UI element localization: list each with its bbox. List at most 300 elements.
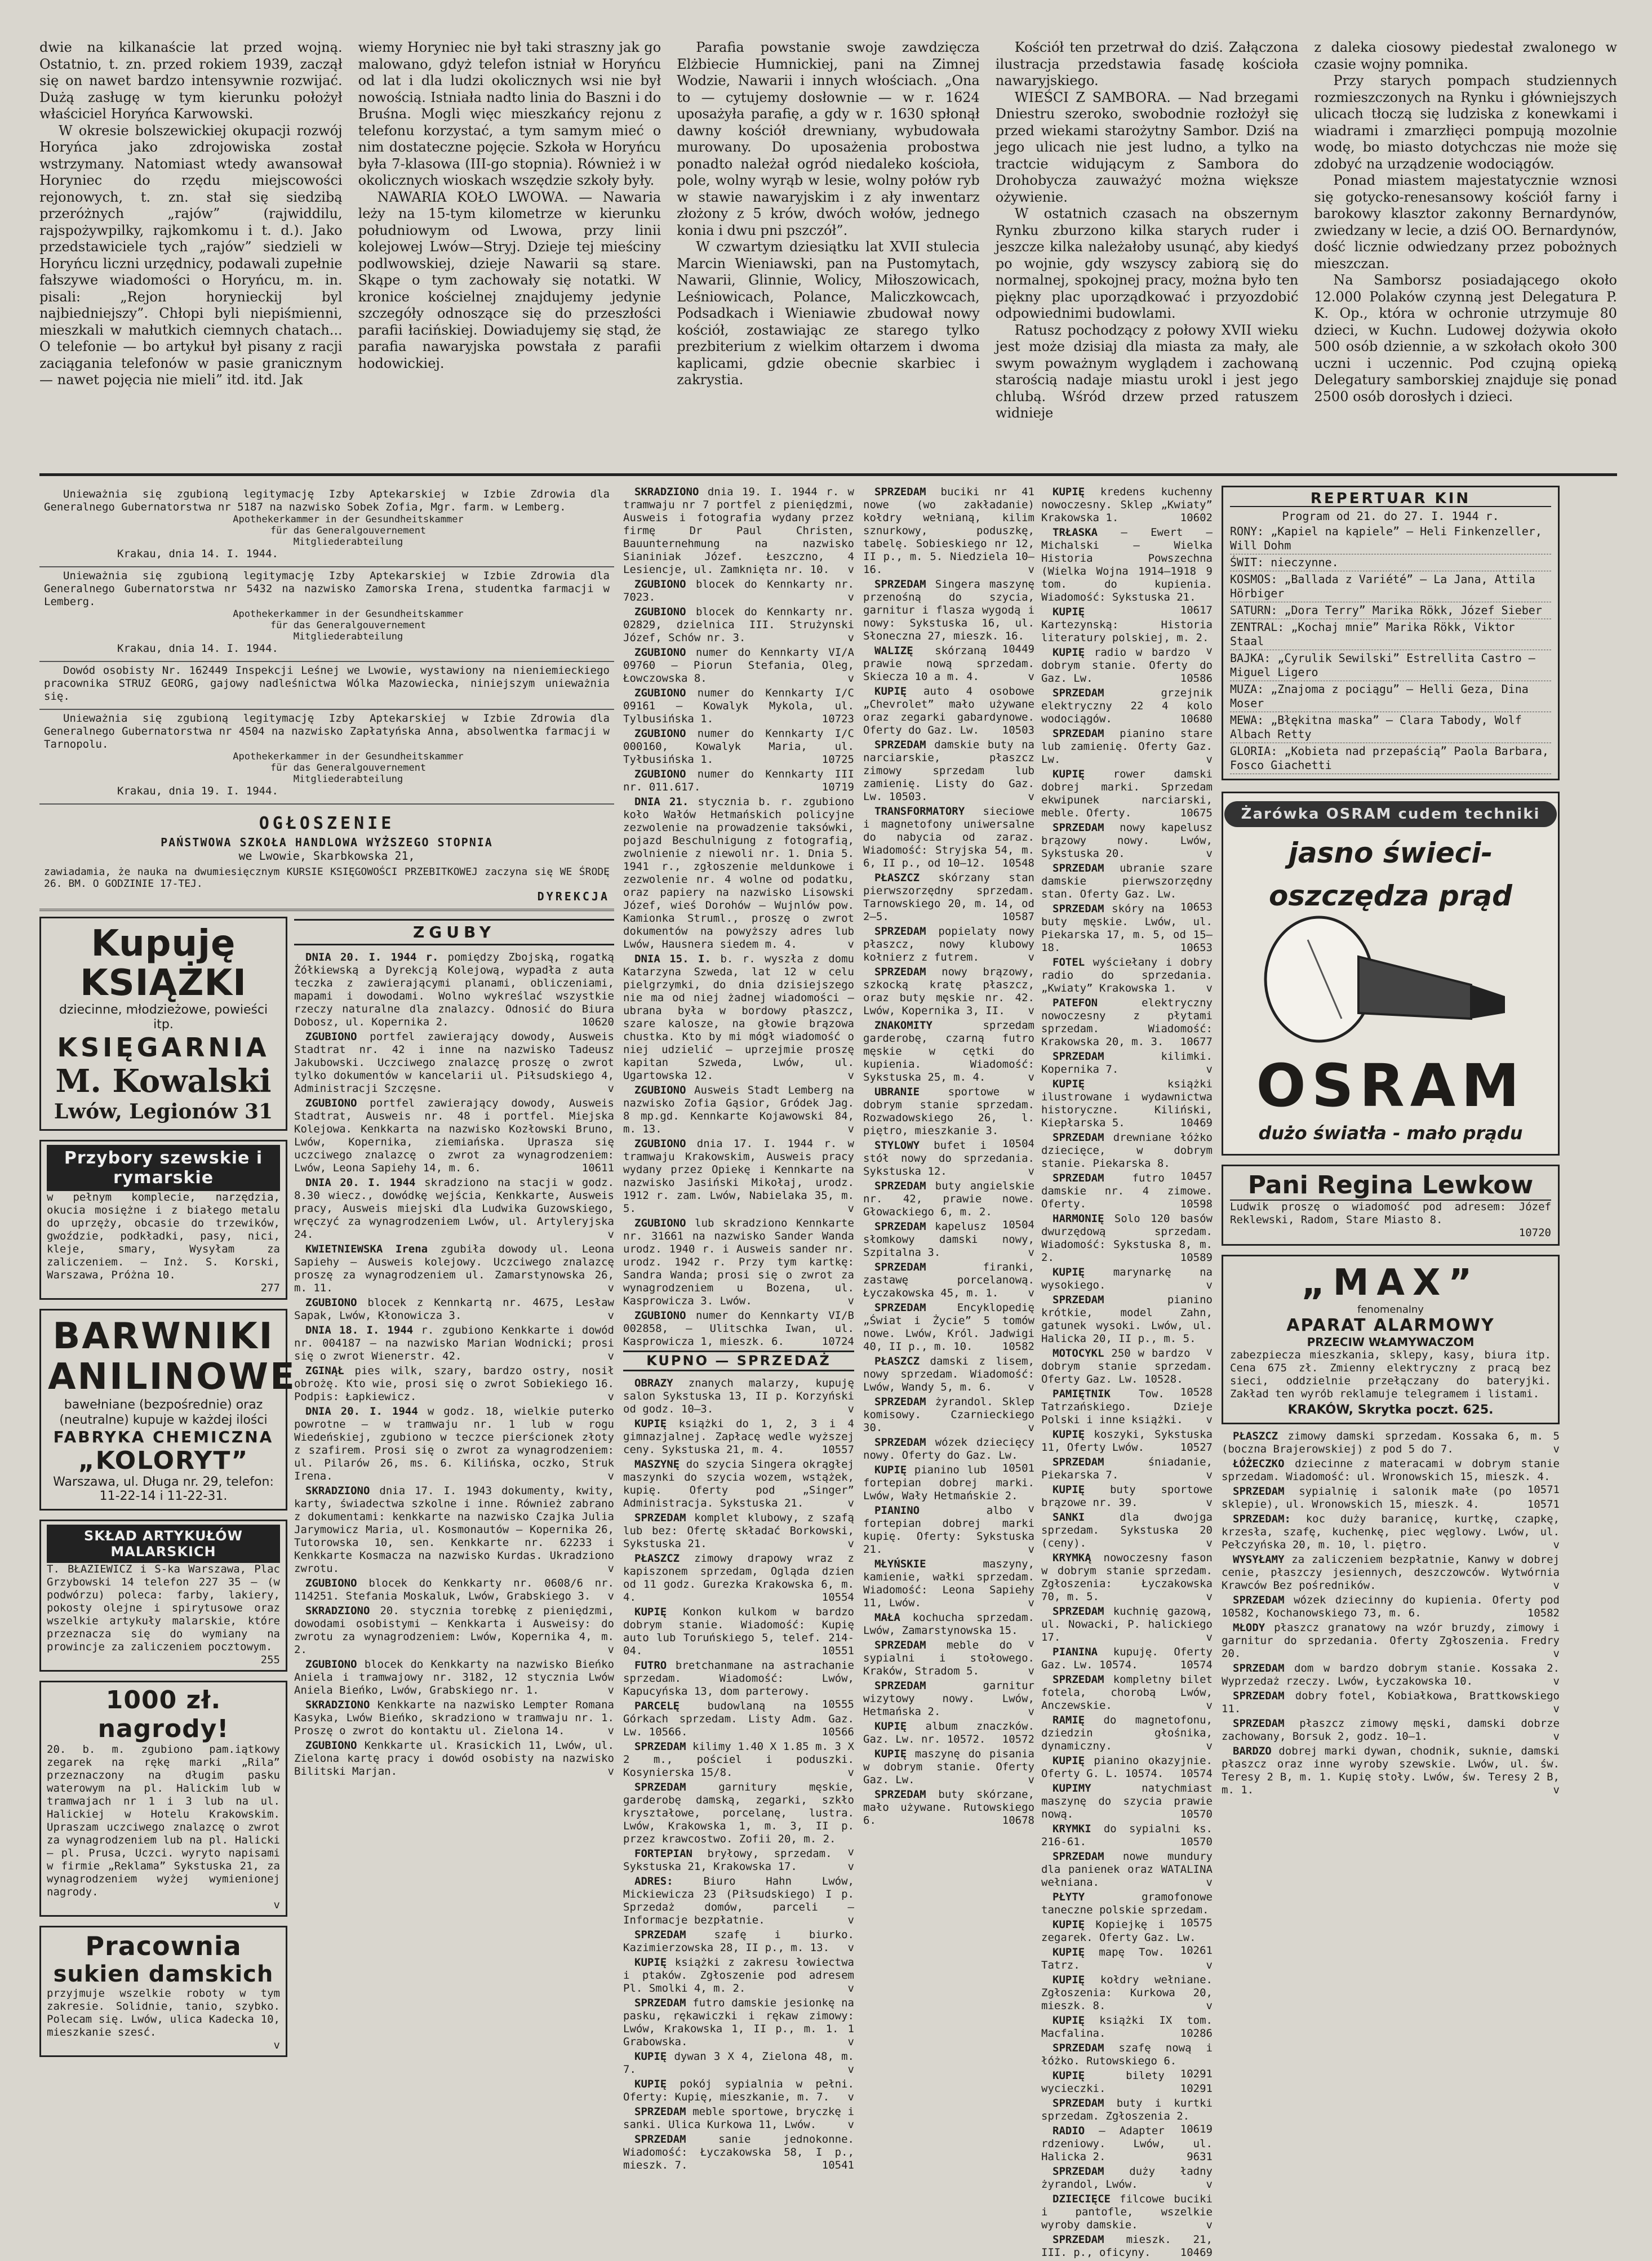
announcement-title: OGŁOSZENIE [259,814,395,833]
ad-text: kredens kuchenny nowoczesny. Sklep „Kwiaty” Krakowska 1. [1041,486,1213,524]
ad-reference-number: v [847,1860,854,1873]
dressmaker-ad-text: przyjmuje wszelkie roboty w tym zakresie. Solidnie, tanio, szybko. Polecam się. Lwów, ulica Kadecka 10, mieszkanie szesć. [47,1987,280,2038]
buy-sell-item [1041,1456,1213,1482]
ad-lead-word: SPRZEDAM [1053,1172,1104,1184]
ad-text: auto 4 osobowe „Chevrolet” mało używane oraz zegarki gabardynowe. Oferty do Gaz. Lw. [863,685,1034,736]
ad-reference-number: 10575 [1180,1917,1213,1929]
ad-text: sportowe w dobrym stanie sprzedam. Rozwadowskiego 26, l. piętro, mieszkanie 3. [863,1086,1034,1137]
ad-reference-number: v [847,1766,854,1779]
ad-text: meble sportowe, bryczkę i sanki. Ulica Kurkowa 11, Lwów. [623,2105,854,2131]
notice-body: Unieważnia się zgubioną legitymację Izby Aptekarskiej w Izbie Zdrowia dla Generalnego Gubernatorstwa nr 5187 na nazwisko Sobek Zofia, Mgr. farm. w Lemberg. [44,488,610,513]
ad-lead-word: ZGUBIONO [634,687,686,699]
ad-lead-word: SPRZEDAM [874,1639,926,1651]
lost-item [294,1030,614,1095]
notices-list [39,486,614,805]
ad-reference-number: v [847,672,854,685]
ad-lead-word: SANKI [1053,1511,1085,1523]
ad-lead-word: ADRES: [634,1875,673,1887]
paint-shop-ad [39,1520,287,1672]
bookshop-ad-subtitle: dziecinne, młodzieżowe, powieści itp. [59,1003,268,1032]
ad-reference-number: 10653 [1180,901,1213,913]
ad-lead-word: SPRZEDAM [874,925,926,938]
ad-text: kochucha sprzedam. Lwów, Zamarstynowska 15. [863,1611,1034,1637]
ad-reference-number: v [607,1765,614,1778]
buy-sell-item [1041,1212,1213,1264]
article-column-4 [996,39,1299,468]
buy-sell-item [623,2050,854,2076]
ad-lead-word: SPRZEDAM [874,1788,926,1801]
buy-sell-item [1041,997,1213,1049]
ad-text: elektryczny nowoczesny z płytami sprzedam. Wiadomość: Krakowska 20, m. 3. [1041,997,1213,1048]
ad-lead-word: SPRZEDAM [1233,1662,1285,1674]
buy-sell-item [1041,956,1213,995]
ad-lead-word: KUPIĘ [1053,1483,1085,1496]
ad-reference-number: v [847,1403,854,1415]
ad-text: — Adapter rdzeniowy. Lwów, ul. Halicka 2. [1041,2125,1213,2163]
cinema-title: REPERTUAR KIN [1230,492,1551,507]
lost-item [623,796,854,951]
ad-text: futro damskie jesionkę na pasku, rękawiczki i rękaw zimowy: Lwów, Krakowska 1, II p., m. 1. 1 Grabowska. [623,1997,854,2048]
ad-reference-number: 9631 [1187,2151,1213,2163]
ad-reference-number: v [607,1228,614,1241]
ad-lead-word: KUPIĘ [874,1720,907,1733]
ad-lead-word: SPRZEDAM [634,2105,686,2118]
ad-lead-word: SPRZEDAM [1053,727,1104,740]
ad-lead-word: MOTOCYKL [1053,1347,1104,1360]
ad-reference-number: 10719 [821,781,854,793]
notice-body: Unieważnia się zgubioną legitymację Izby Aptekarskiej w Izbie Zdrowia dla Generalnego Gubernatorstwa nr 5432 na nazwisko Zamorska Irena, studentka farmacji w Lemberg. [44,570,610,608]
ad-text: meble do sypialni i stołowego. Kraków, Stradom 5. [863,1639,1034,1677]
ad-text: do szycia Singera okrągłej maszynki do szycia wozem, wstążek, kupię. Oferty pod „Singer” Administracja. Sykstuska 21. [623,1458,854,1509]
buy-sell-item [863,1611,1034,1650]
ad-text: mieszk. 21, III. p., oficyny. [1041,2233,1213,2259]
ad-text: do magnetofonu, dziedzin głośnika, dynamiczny. [1041,1714,1213,1752]
ad-lead-word: MŁYŃSKIE [874,1558,926,1570]
buy-sell-item [1222,1430,1560,1456]
ad-lead-word: SKRADZIONO [305,1699,370,1711]
ad-text: kołdry wełniane. Zgłoszenia: Kurkowa 20, mieszk. 8. [1041,1974,1213,2012]
ad-text: buciki nr 41 nowe (wo zakładanie) kołdry wełnianą, kilim sznurkowy, poduszkę, tabelę. Sobieskiego nr 12, II p., m. 5. Niedziela 10—16. [863,486,1034,576]
paint-shop-ad-text: T. BŁAZIEWICZ i S-ka Warszawa, Plac Grzybowski 14 telefon 227 35 — (w podwórzu) poleca: farby, lakiery, pokosty olejne i spirytusowe oraz wszelkie artykuły malarskie, które przeznacza się do wymiany na prowincje za zaliczeniem pocztowym. [47,1563,280,1653]
lost-items-list-2 [623,486,854,1348]
dressmaker-ad-ref: v [273,2039,280,2051]
ad-text: numer do Kennkarty VI/A 09760 — Piorun Stefania, Oleg, Łowczowska 8. [623,646,854,685]
buy-sell-item [863,1720,1034,1746]
ad-lead-word: SPRZEDAM [874,1261,926,1273]
buy-sell-item [863,1355,1034,1394]
buy-sell-item [863,685,1034,737]
ad-text: dobrej marki dywan, chodnik, suknie, damski płaszcz oraz inne wyroby szewskie. Lwów, ul. św. Teresy 2 B, m. 1. Kupię stoły. Lwów, św. Teresy 2 B, m. 1. [1222,1745,1560,1796]
ad-text: b. r. wyszła z domu Katarzyna Szweda, lat 12 w celu pielgrzymki, do dnia dzisiejszego nie ma od niej żadnej wiadomości — ubrana była w bordowy płaszcz, szare kalosze, na głowie brązowa chustka. Kto by mi mógł wiadomość o niej udzielić — uprzejmie proszę kapitan Szweda, Lwów, ul. Ugartowska 12. [623,953,854,1082]
ad-lead-word: ZGUBIONO [305,1030,357,1043]
dressmaker-ad-title-1: Pracownia [85,1931,242,1961]
ad-text: nowy brązowy, szkocką kratę płaszcz, oraz buty męskie nr. 42. Lwów, Kopernika 3, II. [863,966,1034,1017]
ad-reference-number: v [1028,1165,1034,1178]
dyes-ad-firm: FABRYKA CHEMICZNA [53,1428,274,1446]
cinema-row: RONY: „Kapiel na kąpiele” — Heli Finkenzeller, Will Dohm [1230,523,1551,554]
ad-text: filcowe buciki i pantofle, wszelkie wyroby damskie. [1041,2193,1213,2231]
osram-ad [1222,792,1560,1156]
ad-text: kapelusz słomkowy damski nowy, Szpitalna 3. [863,1220,1034,1259]
ad-lead-word: KRYMKĄ [1053,1552,1091,1564]
ad-lead-word: SPRZEDAM [874,1301,926,1314]
ad-lead-word: RAMIĘ [1053,1714,1085,1726]
notice-signature: Apothekerkammer in der Gesundheitskammer für das Generalgouvernement Mitgliederabteilung [233,751,464,785]
buy-sell-list-3 [1041,486,1213,2261]
ad-text: nowoczesny fason w dobrym stanie sprzedam. Zgłoszenia: Łyczakowska 70, m. 5. [1041,1552,1213,1603]
ad-text: firanki, zastawę porcelanową. Łyczakowska 45, m. 1. [863,1261,1034,1299]
ad-lead-word: PATEFON [1053,997,1098,1009]
ad-text: skórzany stan pierwszorzędny sprzedam. Tarnowskiego 20, m. 14, od 2—5. [863,872,1034,923]
ad-reference-number: v [847,1982,854,1995]
ads-and-lost-items [39,917,614,2145]
ad-text: stycznia b. r. zgubiono koło Wałów Hetmańskich policyjne zezwolenie na prowadzenie taksówki, pojazd Beschulnigung z fotografią, zwolnienie z niewoli nr. 1. Dnia 5. 1941 r., zgłoszenie meldunkowe i zezwolenie nr. 4 wolne od podatku, oraz papiery na nazwisko Lisowski Józef, wieś Dorohów — Wujnlów pow. Kamionka Struml., proszę o zwrot dokumentów na powyższy adres lub Lwów, Hausnera siedem m. 4. [623,796,854,950]
ad-reference-number: 10504 [1002,1219,1034,1231]
notice-body: Dowód osobisty Nr. 162449 Inspekcji Leśnej we Lwowie, wystawiony na nieniemieckiego pracownika STRUZ GEORG, gajowy nadleśnictwa Wólka Mazowiecka, niniejszym unieważnia się. [44,664,610,703]
ad-lead-word: DNIA 20. I. 1944 [305,1405,418,1418]
ad-text: buty sportowe brązowe nr. 39. [1041,1483,1213,1509]
ad-reference-number: v [847,563,854,576]
ad-lead-word: ZGUBIONO [305,1739,357,1752]
ad-lead-word: SPRZEDAM [874,1680,926,1692]
buy-sell-item [1041,1823,1213,1849]
ad-lead-word: PŁASZCZ [874,872,920,884]
ad-lead-word: DNIA 20. I. 1944 r. [305,951,439,963]
notice-date: Krakau, dnia 14. I. 1944. [117,642,278,655]
buy-sell-item [1222,1745,1560,1797]
buy-sell-item [863,966,1034,1018]
ad-reference-number: v [1028,1246,1034,1259]
ad-reference-number: v [1206,1063,1213,1076]
buy-sell-item [1041,646,1213,685]
buy-sell-item [1222,1594,1560,1620]
ad-text: blocek do Kenkkarty na nazwisko Bieńko Aniela i tramwajowy nr. 3182, 12 stycznia Lwów Aniela Bieńko, Lwów, Grabskiego nr. 1. [294,1658,614,1696]
ad-lead-word: KUPIMY [1053,1782,1091,1794]
ad-text: dnia 17. I. 1944 r. w tramwaju Krakowskim, Ausweis pracy wydany przez Opiekę i Kennkarte na nazwisko Jasiński Mikołaj, urodz. 1912 r. zam. Lwów, Nabielaka 35, m. 5. [623,1138,854,1215]
ad-lead-word: SPRZEDAM [634,2133,686,2145]
ad-lead-word: KUPIĘ [634,2078,667,2090]
buy-sell-item [623,2105,854,2131]
ad-reference-number: 10598 [1180,1198,1213,1210]
ad-text: kilimki. Kopernika 7. [1041,1050,1213,1076]
buy-sell-item [1041,768,1213,820]
lost-item [623,486,854,576]
ad-lead-word: FOTEL [1053,956,1085,969]
ad-reference-number: 10551 [821,1645,854,1657]
ad-reference-number: v [607,1643,614,1656]
buy-sell-item [623,1512,854,1551]
cinema-list [1230,523,1551,774]
ad-text: książki IX tom. Macfalina. [1041,2014,1213,2040]
ad-reference-number: 10291 [1180,2068,1213,2080]
ad-text: mapę Tow. Tatrz. [1041,1946,1165,1971]
lost-item [623,1309,854,1348]
ad-reference-number: v [847,938,854,950]
buy-sell-item [1041,2193,1213,2232]
notice-date: Krakau, dnia 19. I. 1944. [117,785,278,797]
ad-reference-number: 10570 [1180,1808,1213,1820]
dressmaker-ad-title-2: sukien damskich [53,1961,274,1987]
ad-reference-number: 10675 [1180,807,1213,819]
ad-text: futro damskie nr. 4 zimowe. Oferty. [1041,1172,1213,1210]
buy-sell-item [863,1019,1034,1084]
ad-reference-number: v [1553,1703,1560,1715]
ad-text: dla dwojga sprzedam. Sykstuska 20 (ceny). [1041,1511,1213,1549]
ad-lead-word: SPRZEDAM [1233,1717,1285,1730]
ad-lead-word: ZNAKOMITY [874,1019,932,1032]
ad-lead-word: TRŁASKA [1053,526,1098,539]
buy-sell-item [1222,1458,1560,1496]
buy-sell-item [863,1180,1034,1231]
ad-text: bilety wycieczki. [1041,2069,1165,2095]
buy-sell-list-2 [863,486,1034,2261]
article-paragraph: WIEŚCI Z SAMBORA. — Nad brzegami Dniestru szeroko, swobodnie rozłożył się przed wiekami starożytny Sambor. Dziś na jego ulicach nie jest ludno, a tylko na tractcie widującym z Sambora do Drohobycza zauważyć można większe ożywienie. [995,89,1299,205]
ad-reference-number: v [607,1082,614,1095]
ad-lead-word: ZGUBIONO [634,578,686,590]
ad-text: garnitur wizytowy nowy. Lwów, Hetmańska 2. [863,1680,1034,1718]
ad-reference-number: 10571 [1527,1498,1560,1511]
ad-reference-number: v [847,1069,854,1082]
cinema-row: ŚWIT: nieczynne. [1230,554,1551,571]
ad-text: grzejnik elektryczny 22 4 kolo wodociągów. [1041,687,1213,725]
ad-text: bretchanmane na astrachanie sprzedam. Wiadomość: Lwów, Kapucyńska 13, dom parterowy. [623,1659,854,1698]
ad-text: buty skórzane, mało używane. Rutowskiego 6. [863,1788,1034,1827]
ad-text: Solo 120 basów dwurzędową sprzedam. Wiadomość: Sykstuska 8, m. 2. [1041,1212,1213,1264]
ad-text: dnia 17. I. 1943 dokumenty, kwity, karty, świadectwa szkolne i inne. Również zabrano z dokumentami: kenkkarte na nazwisko Czajka Julia Jarymowicz Maria, ul. Kosmonautów — Kopernika 26, Tutorowska 10, sen. Kenkkarte nr. 62233 i Kenkkarte Kosmacza na nazwisko Kurdas. Ukradziono zwrotu. [294,1485,614,1575]
ad-lead-word: DZIECIĘCE [1053,2193,1111,2205]
ad-text: blocek do Kenkkarty nr. 0608/6 nr. 114251. Stefania Moskaluk, Lwów, Grabskiego 3. [294,1577,614,1602]
notice-date: Krakau, dnia 14. I. 1944. [117,548,278,560]
ad-reference-number: v [847,2118,854,2131]
buy-sell-item [1041,2233,1213,2259]
reward-ad-text: 20. b. m. zgubiono pam.iątkowy zegarek na rękę marki „Rila” przeznaczony na długim pasku waterowym na pl. Halickim lub w tramwajach nr 1 i 3 lub na ul. Halickiej w Hotelu Krakowskim. Upraszam uczciwego znalazcę o zwrot za wynagrodzeniem lub na pl. Halicki — pl. Prusa, Uczci. wyryto napisami w firmie „Reklama” Sykstuska 21, za wynagrodzeniem wyżej wymienionej nagrody. [47,1743,280,1898]
ad-text: skradziono na stacji w godz. 8.30 wiecz., dowódkę wejścia, Kenkkarte, Ausweis pracy, Ausweis miejski dla Ludwika Guzowskiego, wręczyć za wynagrodzeniem Lwów, ul. Artyleryjska 24. [294,1176,614,1241]
ad-reference-number: v [847,1942,854,1954]
reward-ad [39,1681,287,1917]
osram-slogan-2: oszczędza prąd [1269,879,1512,912]
ad-reference-number: 10653 [1180,941,1213,954]
ad-lead-word: WALIZĘ [874,645,913,657]
ad-text: Kenkkarte na nazwisko Lempter Romana Kasyka, Lwów Bieńko, skradziono w tramwaju nr. 1. Proszę o zwrot do kontaktu ul. Zielona 14. [294,1699,614,1737]
buy-sell-item [863,1558,1034,1610]
ad-lead-word: RADIO [1053,2125,1085,2137]
ad-lead-word: ZGUBIONO [305,1577,357,1589]
ad-reference-number: v [1206,2219,1213,2231]
buy-sell-item [1041,2014,1213,2040]
ad-reference-number: 10582 [1527,1607,1560,1619]
cinema-row: MUZA: „Znajoma z pociągu” — Helli Geza, Dina Moser [1230,681,1551,712]
ad-text: numer do Kennkarty I/C 000160, Kowalyk Maria, ul. Tyłbusińska 1. [623,727,854,766]
buy-sell-list [623,1377,854,2172]
ad-reference-number: 10611 [581,1162,614,1174]
cinema-repertoire [1222,486,1560,780]
ad-reference-number: 10723 [821,713,854,725]
ad-text: komplet klubowy, z szafą lub bez: Ofertę składać Borkowski, Sykstuska 21. [623,1512,854,1550]
ad-text: blocek z Kennkartą nr. 4675, Lesław Sapak, Lwów, Kłonowicza 3. [294,1296,614,1322]
ad-reference-number: v [607,1725,614,1737]
notice-signature: Apothekerkammer in der Gesundheitskammer für das Generalgouvernement Mitgliederabteilung [233,514,464,548]
ad-lead-word: SPRZEDAM [874,966,926,978]
ad-lead-word: ZGUBIONO [634,768,686,780]
ad-reference-number: 10457 [1180,1170,1213,1183]
buy-sell-item [1041,1131,1213,1183]
buy-sell-item [1222,1485,1560,1511]
lost-item [623,727,854,766]
ad-lead-word: SPRZEDAM [634,1781,686,1793]
light-bulb-icon [1257,906,1527,1064]
buy-sell-heading: KUPNO — SPRZEDAŻ [623,1351,854,1371]
ad-text: buty i kurtki sprzedam. Zgłoszenia 2. [1041,2097,1213,2122]
buy-sell-item [863,1261,1034,1300]
ad-reference-number: v [1553,1730,1560,1743]
ad-reference-number: v [1206,1699,1213,1712]
ad-lead-word: ZGUBIONO [634,646,686,659]
ad-lead-word: SPRZEDAM [1233,1594,1285,1606]
ad-lead-word: SPRZEDAM [1053,1050,1104,1063]
ad-reference-number: v [607,1309,614,1322]
ad-text: pies wilk, szary, bardzo ostry, nosił obrożę. Kto wie, prosi się o zwrot Sobiekiego 16. Podpis: Łapkiewicz. [294,1365,614,1403]
bookshop-ad-address: Lwów, Legionów 31 [54,1100,273,1123]
ad-text: szafę nową i łóżko. Rutowskiego 6. [1041,2042,1213,2067]
ad-text: pomiędzy Zbojską, rogatką Żółkiewską a Dyrekcją Kolejową, wypadła z auta teczka z zawierającymi planami, obliczeniami, mapami i dowodami. Wolno wykreślać wszystkie rzeczy naturalne dla znalazcy. Odnosić do Biura Dobosz, ul. Kopernika 2. [294,951,614,1028]
osram-slogan-1: jasno świeci- [1288,837,1493,869]
dyes-ad [39,1309,296,1511]
cinema-row: KOSMOS: „Ballada z Variété” — La Jana, Attila Hörbiger [1230,571,1551,602]
ad-text: dom w bardzo dobrym stanie. Kossaka 2. Wyprzedaż rzeczy. Lwów, Łyczakowska 10. [1222,1662,1560,1687]
ad-reference-number: v [847,2036,854,2048]
buy-sell-item [1041,727,1213,766]
notice-signature: Apothekerkammer in der Gesundheitskammer für das Generalgouvernement Mitgliederabteilung [233,608,464,642]
ad-text: Kenkkarte ul. Krasickich 11, Lwów, ul. Zielona kartę pracy i dowód osobisty na nazwisko Bilitski Marjan. [294,1739,614,1778]
ad-text: pianino stare lub zamienię. Oferty Gaz. Lw. [1041,727,1213,766]
buy-sell-item [1041,1605,1213,1644]
buy-sell-item [1041,862,1213,913]
ad-text: nowe mundury dla panienek oraz WATALINA wełniana. [1041,1850,1213,1889]
bookshop-ad-shop: KSIĘGARNIA [57,1032,270,1063]
announcement-city: we Lwowie, Skarbkowska 21, [238,849,415,863]
ad-lead-word: ZGUBIONO [305,1296,357,1309]
ad-reference-number: v [1028,1287,1034,1299]
ad-reference-number: v [607,1470,614,1482]
ad-reference-number: 10548 [1002,857,1034,869]
ad-reference-number: 10501 [1002,1462,1034,1474]
buy-sell-item [1222,1662,1560,1688]
buy-sell-item [1041,1483,1213,1509]
ad-reference-number: v [847,1538,854,1550]
buy-sell-item [1041,821,1213,860]
lost-item [294,1485,614,1575]
ad-text: Kopiejkę i zegarek. Oferty Gaz. Lw. [1041,1918,1196,1944]
ad-text: dziecinne z materacami w dobrym stanie sprzedam. Wiadomość: ul. Wronowskich 15, mieszk. 4. [1222,1458,1560,1483]
ad-reference-number: v [1028,790,1034,803]
ad-lead-word: SPRZEDAM [1053,2165,1104,2178]
lost-item [294,1405,614,1483]
ad-lead-word: SPRZEDAM [874,1180,926,1192]
ad-reference-number: 10566 [821,1726,854,1738]
buy-sell-item [1222,1553,1560,1592]
ad-reference-number: 10504 [1002,1138,1034,1150]
buy-sell-item [1041,1078,1213,1130]
ad-text: 250 w bardzo dobrym stanie sprzedam. Oferty Gaz. Lw. 10528. [1041,1347,1213,1385]
osram-tagline: dużo światła - mało prądu [1258,1122,1523,1144]
ad-reference-number: 10449 [1002,643,1034,655]
ad-reference-number: v [1028,1597,1034,1609]
ad-lead-word: ZGUBIONO [634,1217,686,1229]
ad-text: Biuro Hahn Lwów, Mickiewicza 23 (Piłsudskiego) I p. Sprzedaż domów, parceli — Informacje bezpłatnie. [623,1875,854,1926]
ad-reference-number: v [607,1684,614,1696]
ad-reference-number: v [1028,1071,1034,1083]
alarm-ad-text: zabezpiecza mieszkania, sklepy, kasy, biura itp. Cena 675 zł. Zmienny elektryczny z pracą bez sieci, oddzielnie przełączany do bateryjki. Zakład ten wyrób reklamuje telegramem i listami. [1230,1349,1551,1400]
bookshop-ad [39,917,287,1131]
ad-lead-word: SPRZEDAM [874,578,926,590]
ad-text: bufet i stół nowy do sprzedania. Sykstuska 12. [863,1139,1034,1178]
ad-reference-number: v [1206,1469,1213,1481]
ad-lead-word: SPRZEDAM [1053,1673,1104,1686]
ad-reference-number: v [847,1123,854,1135]
ad-text: dobry fotel, Kobiałkowa, Brattkowskiego 11. [1222,1690,1560,1715]
alarm-ad [1222,1255,1560,1424]
ad-text: Konkon kulkom w bardzo dobrym stanie. Wiadomość: Kupię auto lub Toruńskiego 5, telef. 214-04. [623,1606,854,1657]
ad-reference-number: v [1028,1005,1034,1017]
ad-text: ubranie szare damskie pierwszorzędny stan. Oferty Gaz. Lw. [1041,862,1213,900]
shoemaker-ad-title: Przybory szewskie i rymarskie [47,1145,280,1191]
ad-lead-word: KUPIĘ [874,1464,907,1476]
ad-reference-number: 10555 [821,1698,854,1711]
ad-text: portfel zawierający dowody, Ausweis Stadtrat, Ausweis nr. 48 i portfel. Miejska Kolejowa. Kenkkarta na nazwisko Kozłowski Bruno, Lwów, Kopernika, ziemiańska. Uprasza się uczciwego znalazcę o zwrot za wynagrodzeniem: Lwów, Leona Sapiehy 14, m. 6. [294,1097,614,1174]
ad-text: śniadanie, Piekarska 7. [1041,1456,1213,1481]
lost-item [623,953,854,1082]
ad-reference-number: 10582 [1002,1340,1034,1353]
ad-lead-word: KUPIĘ [1053,646,1085,659]
ad-reference-number: v [1206,1537,1213,1549]
ad-lead-word: SPRZEDAM [874,1396,926,1408]
buy-sell-item [623,1929,854,1955]
buy-sell-item [623,1875,854,1927]
ad-text: znanych malarzy, kupuję salon Sykstuska 13, II p. Korzyński od godz. 10—3. [623,1377,854,1415]
alarm-ad-line-2: APARAT ALARMOWY [1286,1316,1495,1335]
buy-sell-item [623,1552,854,1604]
ad-text: marynarkę na wysokiego. [1041,1266,1213,1291]
ad-text: zimowy damski sprzedam. Kossaka 6, m. 5 (boczna Brajerowskiej) z pod 5 do 7. [1222,1430,1560,1455]
buy-sell-list-4 [1222,1430,1560,1797]
ad-lead-word: PAMIĘTNIK [1053,1388,1111,1400]
shoemaker-supplies-ad [39,1140,287,1300]
ad-reference-number: v [1206,1876,1213,1889]
ad-lead-word: SPRZEDAM [874,1436,926,1449]
dyes-ad-address: Warszawa, ul. Długa nr. 29, telefon: 11-22-14 i 11-22-31. [53,1475,274,1503]
bookshop-ad-owner: M. Kowalski [55,1063,272,1100]
cinema-row: BAJKA: „Cyrulik Sewilski” Estrellita Castro — Miguel Ligero [1230,650,1551,681]
buy-sell-item [1041,1050,1213,1076]
ad-text: maszyny, kamienie, wałki sprzedam. Wiadomość: Leona Sapiehy 11, Lwów. [863,1558,1034,1609]
ad-reference-number: v [847,591,854,603]
ad-reference-number: v [607,1391,614,1403]
dressmaker-ad [39,1926,287,2057]
ad-lead-word: SKRADZIONO [634,486,699,498]
dyes-ad-title-2: ANILINOWE [48,1356,296,1398]
ad-reference-number: 10724 [821,1335,854,1348]
ad-reference-number: 10620 [581,1016,614,1028]
reward-ad-title: 1000 zł. nagrody! [97,1686,229,1743]
legal-notice [39,662,614,710]
ad-lead-word: KUPIĘ [634,1606,667,1618]
ad-lead-word: SPRZEDAM [1053,1456,1104,1468]
ad-reference-number: v [1028,1543,1034,1556]
ad-reference-number: 10528 [1180,1386,1213,1398]
ad-lead-word: KWIETNIEWSKA Irena [305,1243,428,1255]
ad-lead-word: SPRZEDAM [634,1740,686,1753]
cinema-row: MEWA: „Błękitna maska” — Clara Tabody, Wolf Albach Retty [1230,712,1551,743]
